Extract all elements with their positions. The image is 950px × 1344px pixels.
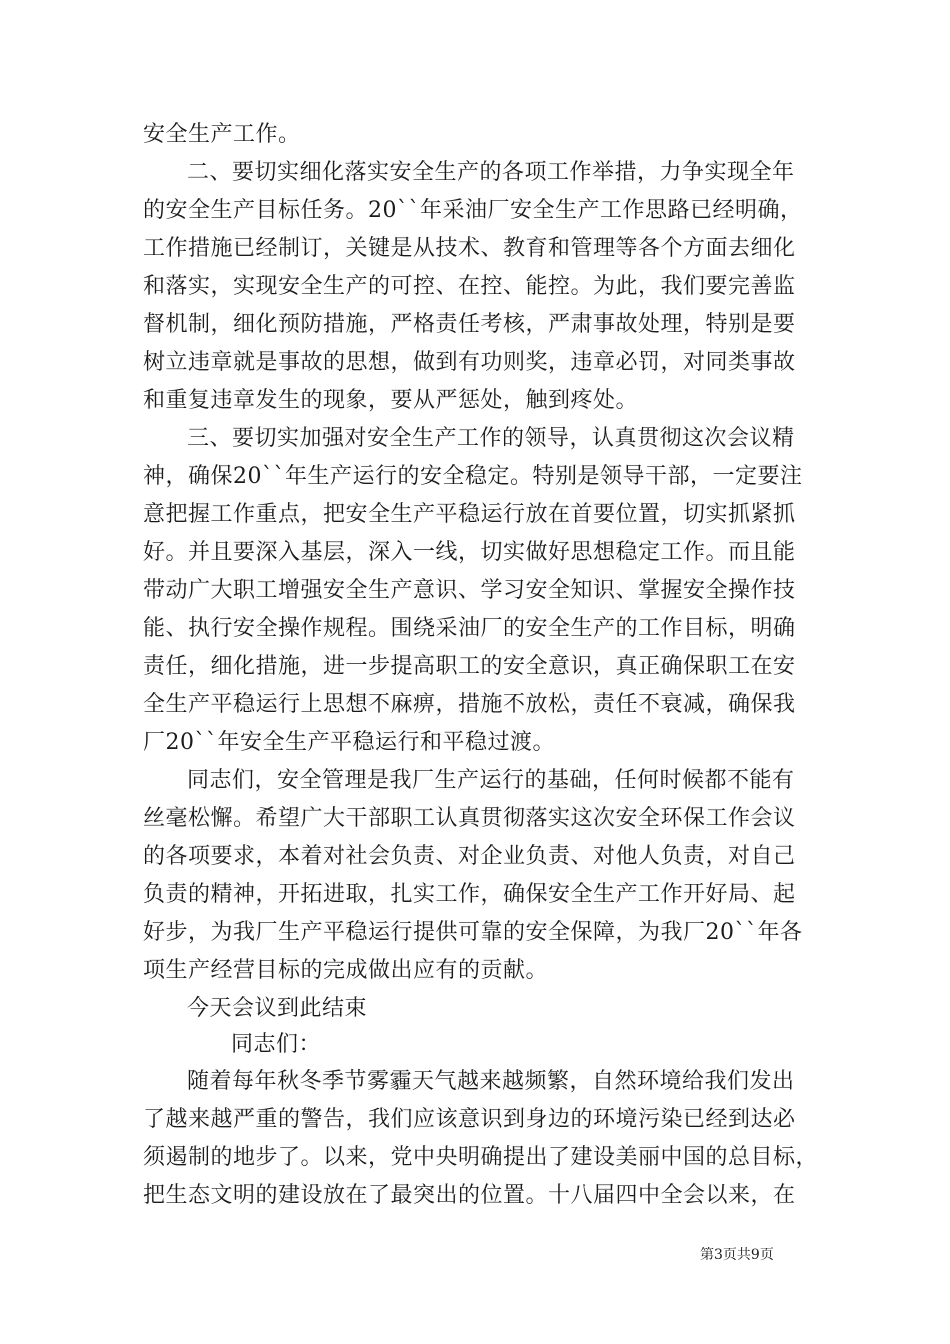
text-line: 把生态文明的建设放在了最突出的位置。十八届四中全会以来，在 (143, 1183, 796, 1208)
text-line: 安全生产工作。 (143, 122, 301, 147)
text-line: 督机制，细化预防措施，严格责任考核，严肃事故处理，特别是要 (143, 312, 796, 337)
salutation: 同志们： (231, 1032, 322, 1057)
text-line: 负责的精神，开拓进取，扎实工作，确保安全生产工作开好局、起 (143, 882, 796, 907)
text-line: 能、执行安全操作规程。围绕采油厂的安全生产的工作目标，明确 (143, 616, 796, 641)
page-number-footer: 第3页共9页 (700, 1247, 774, 1263)
text-line: 树立违章就是事故的思想，做到有功则奖，违章必罚，对同类事故 (143, 350, 796, 375)
text-line: 和重复违章发生的现象，要从严惩处，触到疼处。 (143, 388, 639, 413)
text-line: 二、要切实细化落实安全生产的各项工作举措，力争实现全年 (187, 160, 795, 185)
text-line: 同志们，安全管理是我厂生产运行的基础，任何时候都不能有 (187, 768, 795, 793)
text-line: 厂20``年安全生产平稳运行和平稳过渡。 (143, 730, 555, 755)
text-line: 好步，为我厂生产平稳运行提供可靠的安全保障，为我厂20``年各 (143, 920, 803, 945)
text-line: 的安全生产目标任务。20``年采油厂安全生产工作思路已经明确， (143, 198, 803, 223)
text-line: 丝毫松懈。希望广大干部职工认真贯彻落实这次安全环保工作会议 (143, 806, 796, 831)
text-line: 和落实，实现安全生产的可控、在控、能控。为此，我们要完善监 (143, 274, 796, 299)
text-line: 工作措施已经制订，关键是从技术、教育和管理等各个方面去细化 (143, 236, 796, 261)
text-line: 三、要切实加强对安全生产工作的领导，认真贯彻这次会议精 (187, 426, 795, 451)
text-line: 项生产经营目标的完成做出应有的贡献。 (143, 958, 549, 983)
text-line: 随着每年秋冬季节雾霾天气越来越频繁，自然环境给我们发出 (187, 1069, 795, 1094)
text-line: 好。并且要深入基层，深入一线，切实做好思想稳定工作。而且能 (143, 540, 796, 565)
text-line: 的各项要求，本着对社会负责、对企业负责、对他人负责，对自己 (143, 844, 796, 869)
text-line: 了越来越严重的警告，我们应该意识到身边的环境污染已经到达必 (143, 1107, 796, 1132)
text-line: 神，确保20``年生产运行的安全稳定。特别是领导干部，一定要注 (143, 464, 803, 489)
text-line: 责任，细化措施，进一步提高职工的安全意识，真正确保职工在安 (143, 654, 796, 679)
text-line: 今天会议到此结束 (187, 996, 368, 1021)
text-line: 带动广大职工增强安全生产意识、学习安全知识、掌握安全操作技 (143, 578, 796, 603)
text-line: 全生产平稳运行上思想不麻痹，措施不放松，责任不衰减，确保我 (143, 692, 796, 717)
text-line: 须遏制的地步了。以来，党中央明确提出了建设美丽中国的总目标， (143, 1145, 819, 1170)
text-line: 意把握工作重点，把安全生产平稳运行放在首要位置，切实抓紧抓 (143, 502, 796, 527)
